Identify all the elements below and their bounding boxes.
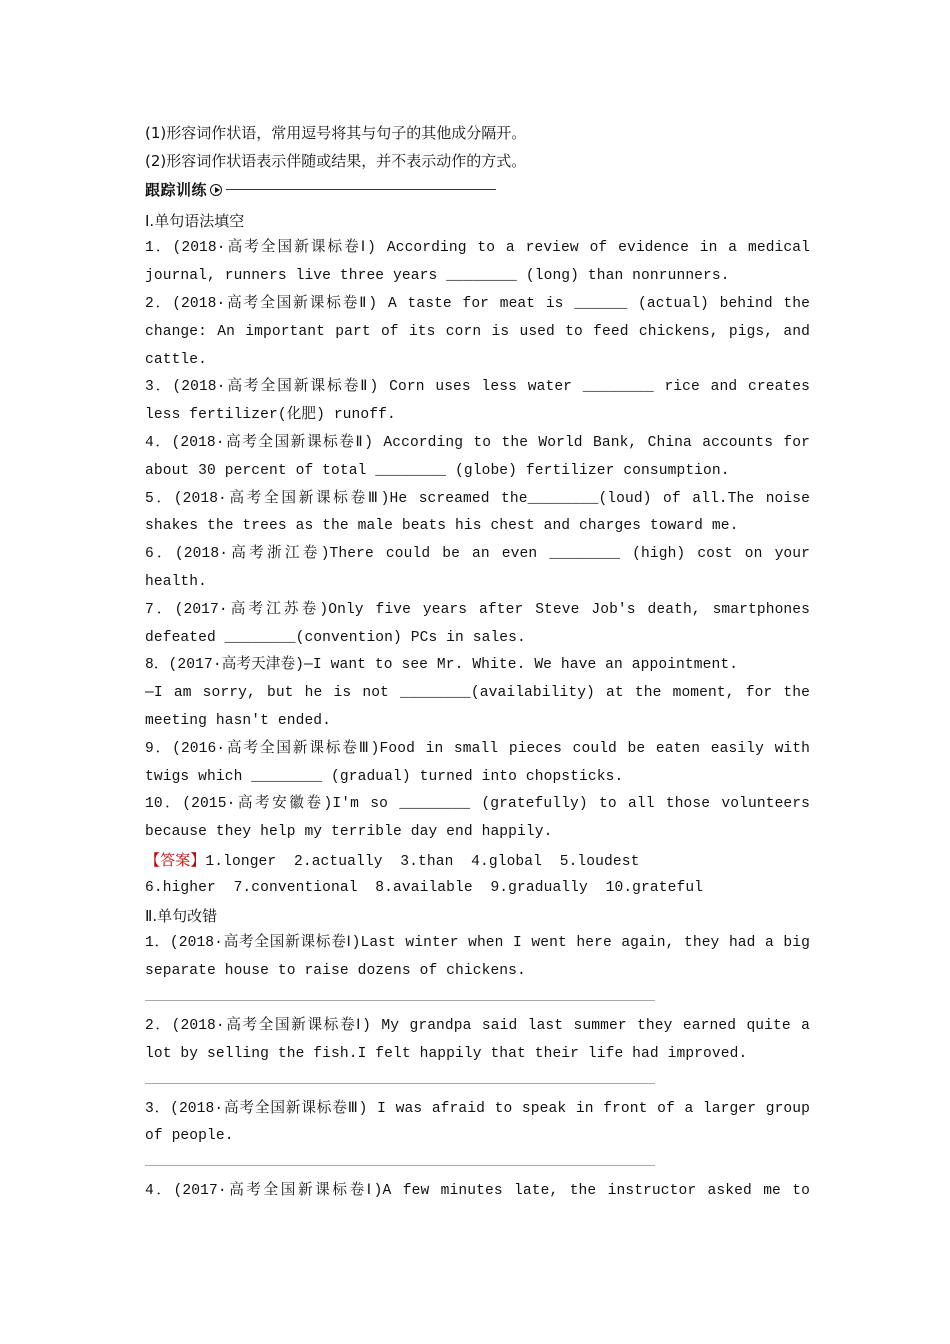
question-8 [145, 652, 810, 735]
question-line: 10．(2015·高考安徽卷)I'm so ________ (gratefully) to all those volunteers [145, 796, 810, 813]
correction-2 [145, 1013, 810, 1084]
question-line: twigs which ________ (gradual) turned into chopsticks. [145, 768, 624, 785]
note-line: (1)形容词作状语，常用逗号将其与句子的其他成分隔开。 [145, 124, 527, 142]
question-line: journal, runners live three years ________ (long) than nonrunners. [145, 268, 730, 285]
question-6 [145, 541, 810, 597]
play-circle-icon [210, 184, 222, 196]
question-line: separate house to raise dozens of chickens. [145, 963, 526, 980]
note-line: (2)形容词作状语表示伴随或结果，并不表示动作的方式。 [145, 151, 527, 170]
question-5 [145, 486, 810, 542]
heading-title: 跟踪训练 [145, 181, 208, 200]
question-line: shakes the trees as the male beats his chest and charges toward me. [145, 518, 739, 535]
question-9 [145, 736, 810, 792]
question-line: cattle. [145, 351, 208, 368]
correction-3 [145, 1096, 810, 1167]
question-line: 7．(2017·高考江苏卷)Only five years after Steve Job's death, smartphones [145, 601, 810, 618]
question-line: 1．(2018·高考全国新课标卷Ⅰ) According to a review of evidence in a medical [145, 240, 810, 257]
section-title: Ⅱ.单句改错 [145, 906, 218, 925]
answers-text: 1.longer 2.actually 3.than 4.global 5.loudest [205, 853, 640, 870]
question-line: defeated ________(convention) PCs in sales. [145, 629, 526, 646]
question-3 [145, 374, 810, 430]
heading-rule [226, 189, 496, 190]
question-line: 4．(2017·高考全国新课标卷Ⅰ)A few minutes late, the instructor asked me to [145, 1183, 810, 1200]
answer-blank-line[interactable] [145, 1083, 655, 1084]
question-line: change: An important part of its corn is used to feed chickens, pigs, and [145, 323, 810, 340]
question-line: 4．(2018·高考全国新课标卷Ⅱ) According to the World Bank, China accounts for [145, 434, 810, 451]
question-7 [145, 597, 810, 653]
question-line: 1．(2018·高考全国新课标卷Ⅰ)Last winter when I went here again, they had a big [145, 935, 810, 952]
answers-line: 6.higher 7.conventional 8.available 9.gradually 10.grateful [145, 879, 704, 896]
page-content [145, 120, 810, 1206]
correction-4 [145, 1178, 810, 1206]
question-line: —I am sorry, but he is not ________(availability) at the moment, for the [145, 685, 810, 702]
question-line: 3．(2018·高考全国新课标卷Ⅲ) I was afraid to speak in front of a larger group [145, 1100, 810, 1117]
question-line: 2．(2018·高考全国新课标卷Ⅱ) A taste for meat is ______ (actual) behind the [145, 295, 810, 312]
section-heading [145, 176, 810, 204]
question-line: about 30 percent of total ________ (globe) fertilizer consumption. [145, 462, 730, 479]
question-line: 6．(2018·高考浙江卷)There could be an even ________ (high) cost on your [145, 546, 810, 563]
answer-tag: 【答案】 [145, 850, 206, 869]
question-line: 2．(2018·高考全国新课标卷Ⅰ) My grandpa said last summer they earned quite a [145, 1017, 810, 1034]
question-line: 3．(2018·高考全国新课标卷Ⅱ) Corn uses less water ________ rice and creates [145, 379, 810, 396]
question-1 [145, 235, 810, 291]
answer-blank-line[interactable] [145, 1000, 655, 1001]
question-line: health. [145, 573, 208, 590]
question-line: meeting hasn't ended. [145, 712, 332, 729]
question-line: less fertilizer(化肥) runoff. [145, 407, 396, 424]
answers-line [145, 847, 810, 875]
question-line: lot by selling the fish.I felt happily that their life had improved. [145, 1045, 748, 1062]
question-line: 5．(2018·高考全国新课标卷Ⅲ)He screamed the________(loud) of all.The noise [145, 490, 810, 507]
section-title: Ⅰ.单句语法填空 [145, 211, 245, 230]
question-line: because they help my terrible day end happily. [145, 824, 553, 841]
question-line: of people. [145, 1128, 234, 1145]
question-10 [145, 791, 810, 847]
question-line: 8．(2017·高考天津卷)—I want to see Mr. White. We have an appointment. [145, 657, 739, 674]
correction-1 [145, 930, 810, 1001]
question-line: 9．(2016·高考全国新课标卷Ⅲ)Food in small pieces could be eaten easily with [145, 740, 810, 757]
question-2 [145, 291, 810, 374]
question-4 [145, 430, 810, 486]
answer-blank-line[interactable] [145, 1165, 655, 1166]
